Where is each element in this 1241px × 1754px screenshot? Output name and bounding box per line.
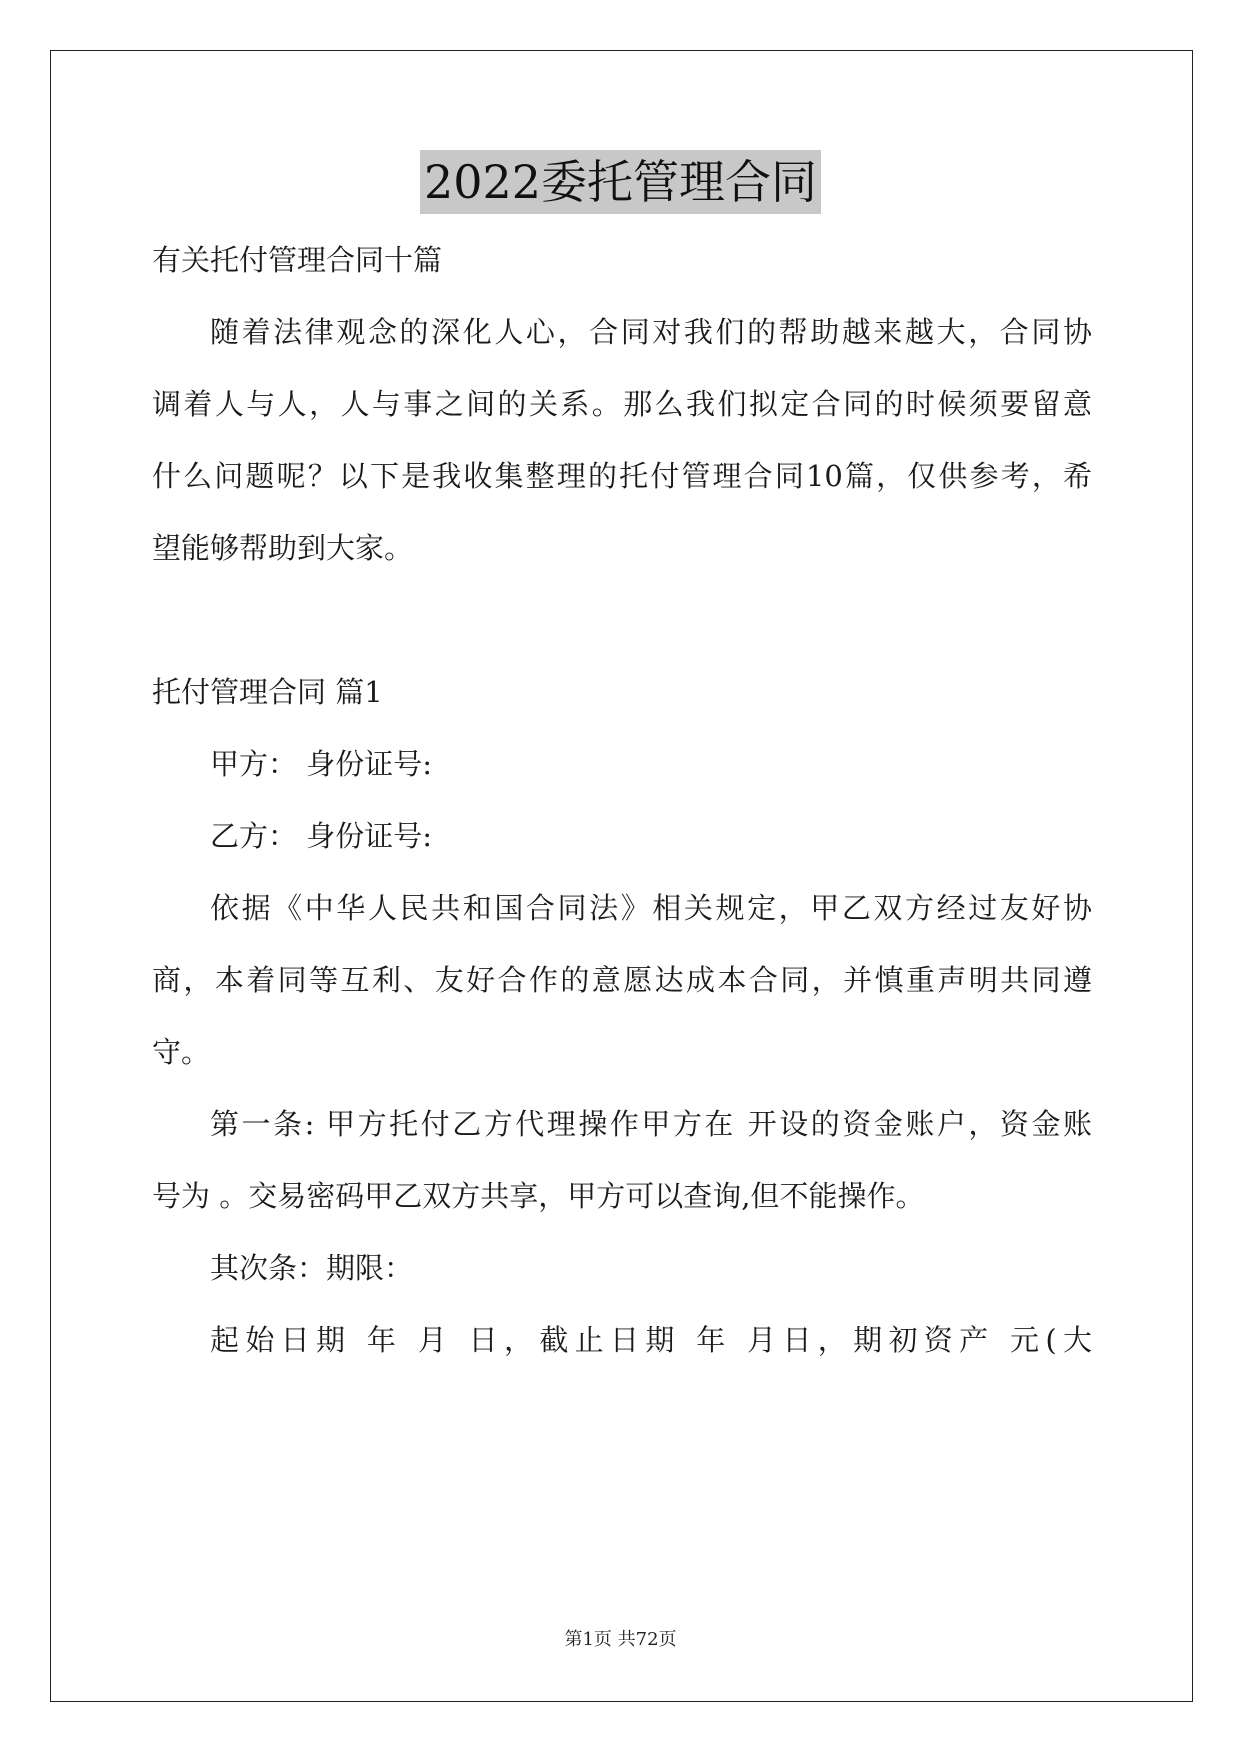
party-b-line: 乙方： 身份证号: bbox=[210, 819, 432, 853]
basis-line-2: 商，本着同等互利、友好合作的意愿达成本合同，并慎重声明共同遵 bbox=[152, 963, 1092, 997]
document-subtitle: 有关托付管理合同十篇 bbox=[152, 243, 443, 277]
article1-line-1: 第一条: 甲方托付乙方代理操作甲方在 开设的资金账户，资金账 bbox=[210, 1107, 1092, 1141]
intro-line-1: 随着法律观念的深化人心，合同对我们的帮助越来越大，合同协 bbox=[210, 315, 1092, 349]
section-heading: 托付管理合同 篇1 bbox=[152, 675, 383, 709]
intro-line-2: 调着人与人，人与事之间的关系。那么我们拟定合同的时候须要留意 bbox=[152, 387, 1092, 421]
basis-line-1: 依据《中华人民共和国合同法》相关规定，甲乙双方经过友好协 bbox=[210, 891, 1092, 925]
intro-line-4: 望能够帮助到大家。 bbox=[152, 531, 414, 565]
intro-line-3: 什么问题呢？以下是我收集整理的托付管理合同10篇，仅供参考，希 bbox=[152, 459, 1092, 493]
title-container bbox=[0, 150, 1241, 214]
page-border bbox=[50, 50, 1193, 1702]
article2-heading: 其次条：期限： bbox=[210, 1251, 414, 1285]
basis-line-3: 守。 bbox=[152, 1035, 211, 1069]
article2-line: 起始日期 年 月 日，截止日期 年 月日，期初资产 元(大 bbox=[210, 1323, 1092, 1357]
page-number-footer: 第1页 共72页 bbox=[564, 1629, 677, 1650]
document-title: 2022委托管理合同 bbox=[420, 150, 821, 214]
article1-line-2: 号为 。交易密码甲乙双方共享，甲方可以查询,但不能操作。 bbox=[152, 1179, 925, 1213]
party-a-line: 甲方： 身份证号: bbox=[210, 747, 432, 781]
